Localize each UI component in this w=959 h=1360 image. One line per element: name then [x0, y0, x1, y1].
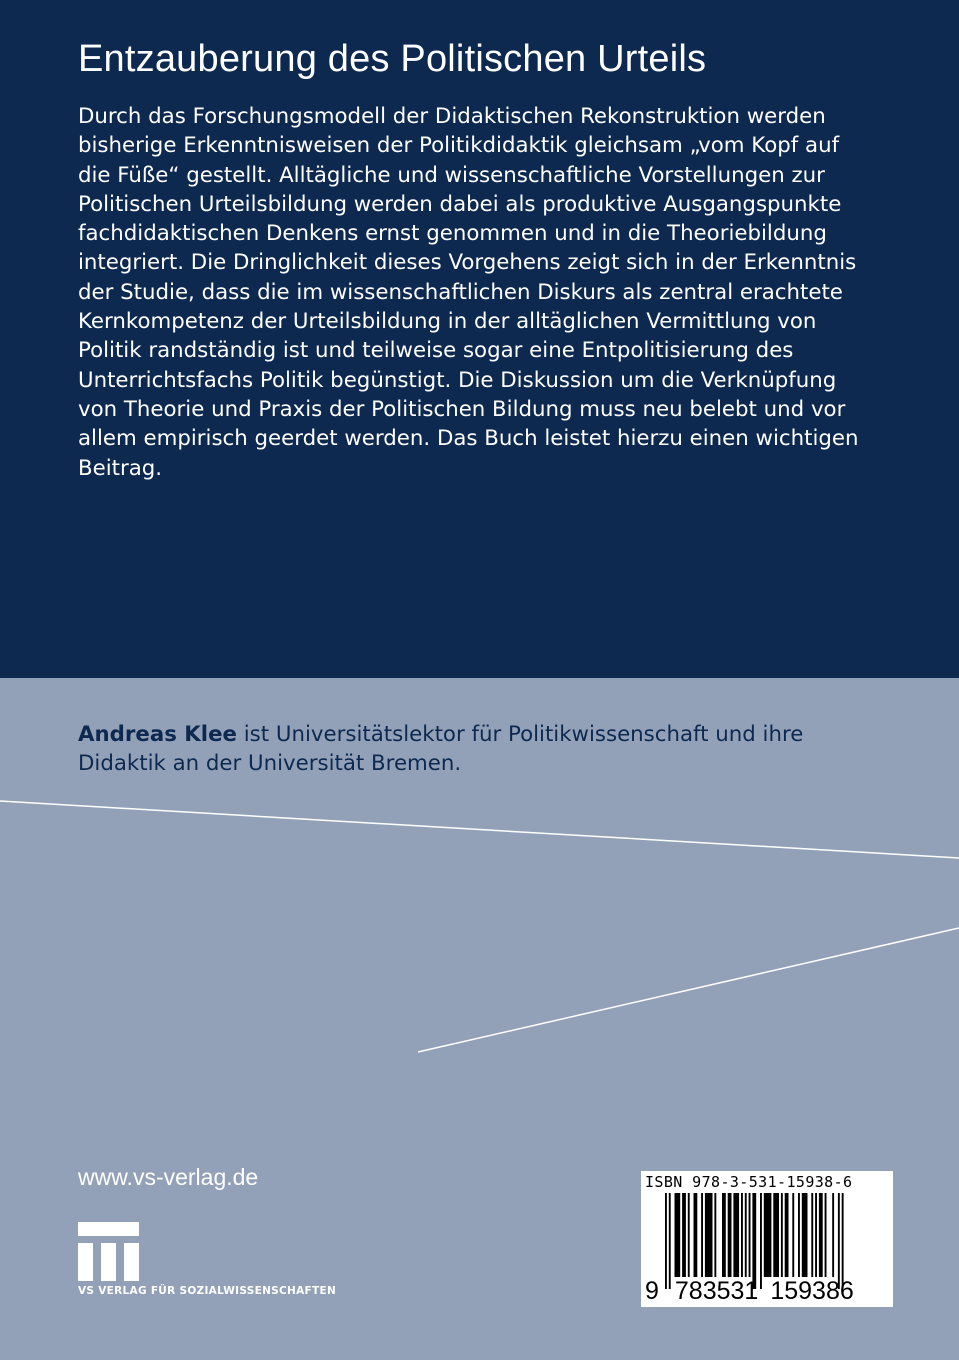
- ean-group: 159386: [770, 1277, 854, 1305]
- barcode-bar: [669, 1193, 671, 1289]
- diagonal-line: [0, 801, 959, 858]
- blurb-line: Politischen Urteilsbildung werden dabei als produktive Ausgangspunkte: [78, 191, 842, 217]
- barcode-bar: [749, 1193, 751, 1277]
- barcode-bar: [714, 1193, 716, 1277]
- barcode-bar: [802, 1193, 808, 1277]
- barcode-bar: [842, 1193, 844, 1289]
- isbn-label: ISBN 978-3-531-15938-6: [645, 1173, 853, 1191]
- barcode-bar: [688, 1193, 690, 1277]
- barcode-bar: [764, 1193, 772, 1277]
- isbn-barcode: [641, 1171, 893, 1307]
- barcode-bar: [815, 1193, 817, 1277]
- barcode-bar: [798, 1193, 800, 1277]
- barcode-bar: [722, 1193, 726, 1277]
- author-bio-line: ist Universitätslektor für Politikwissenschaft und ihre: [237, 722, 804, 747]
- barcode-bar: [832, 1193, 834, 1277]
- barcode-bar: [792, 1193, 794, 1277]
- barcode-bar: [745, 1193, 747, 1277]
- blurb-line: Kernkompetenz der Urteilsbildung in der alltäglichen Vermittlung von: [78, 309, 817, 335]
- barcode-bar: [728, 1193, 732, 1277]
- barcode-bar: [819, 1193, 823, 1277]
- blurb-line: der Studie, dass die im wissenschaftlichen Diskurs als zentral erachtete: [78, 279, 843, 305]
- publisher-url: www.vs-verlag.de: [78, 1164, 259, 1190]
- blurb-line: Unterrichtsfachs Politik begünstigt. Die Diskussion um die Verknüpfung: [78, 367, 837, 393]
- author-bio-line: Didaktik an der Universität Bremen.: [78, 751, 462, 777]
- blurb-line: fachdidaktischen Denkens ernst genommen und in die Theoriebildung: [78, 221, 827, 247]
- ean-number: [645, 1277, 854, 1306]
- barcode-bar: [705, 1193, 713, 1277]
- barcode-bar: [752, 1193, 756, 1289]
- barcode-bar: [825, 1193, 827, 1277]
- barcode-bar: [675, 1193, 681, 1277]
- diagonal-line: [418, 928, 959, 1052]
- barcode-bar: [694, 1193, 698, 1277]
- barcode-bar: [760, 1193, 762, 1289]
- barcode-bar: [741, 1193, 743, 1277]
- blurb-line: Beitrag.: [78, 455, 163, 481]
- ean-group: 783531: [674, 1277, 759, 1305]
- blurb-line: allem empirisch geerdet werden. Das Buch leistet hierzu einen wichtigen: [78, 426, 859, 452]
- barcode-bar: [773, 1193, 779, 1277]
- publisher-logo-icon: [78, 1222, 140, 1282]
- blurb-line: bisherige Erkenntnisweisen der Politikdidaktik gleichsam „vom Kopf auf: [78, 133, 840, 159]
- barcode-bar: [785, 1193, 789, 1277]
- barcode-bar: [665, 1193, 667, 1289]
- blurb-line: Durch das Forschungsmodell der Didaktischen Rekonstruktion werden: [78, 104, 826, 129]
- barcode-bar: [682, 1193, 686, 1277]
- barcode-bar: [838, 1193, 840, 1289]
- barcode-bar: [701, 1193, 703, 1277]
- ean-digit: 9: [645, 1277, 659, 1305]
- author-name: Andreas Klee: [78, 722, 237, 747]
- barcode-bar: [811, 1193, 813, 1277]
- barcode-bar: [781, 1193, 783, 1277]
- blurb-line: Politik randständig ist und teilweise sogar eine Entpolitisierung des: [78, 338, 794, 364]
- blurb-line: die Füße“ gestellt. Alltägliche und wissenschaftliche Vorstellungen zur: [78, 162, 825, 188]
- book-title: Entzauberung des Politischen Urteils: [78, 38, 707, 80]
- blurb-line: von Theorie und Praxis der Politischen Bildung muss neu belebt und vor: [78, 396, 846, 422]
- barcode-bar: [733, 1193, 739, 1277]
- publisher-logo-text: VS VERLAG FÜR SOZIALWISSENSCHAFTEN: [78, 1285, 337, 1297]
- blurb-line: integriert. Die Dringlichkeit dieses Vorgehens zeigt sich in der Erkenntnis: [78, 250, 857, 276]
